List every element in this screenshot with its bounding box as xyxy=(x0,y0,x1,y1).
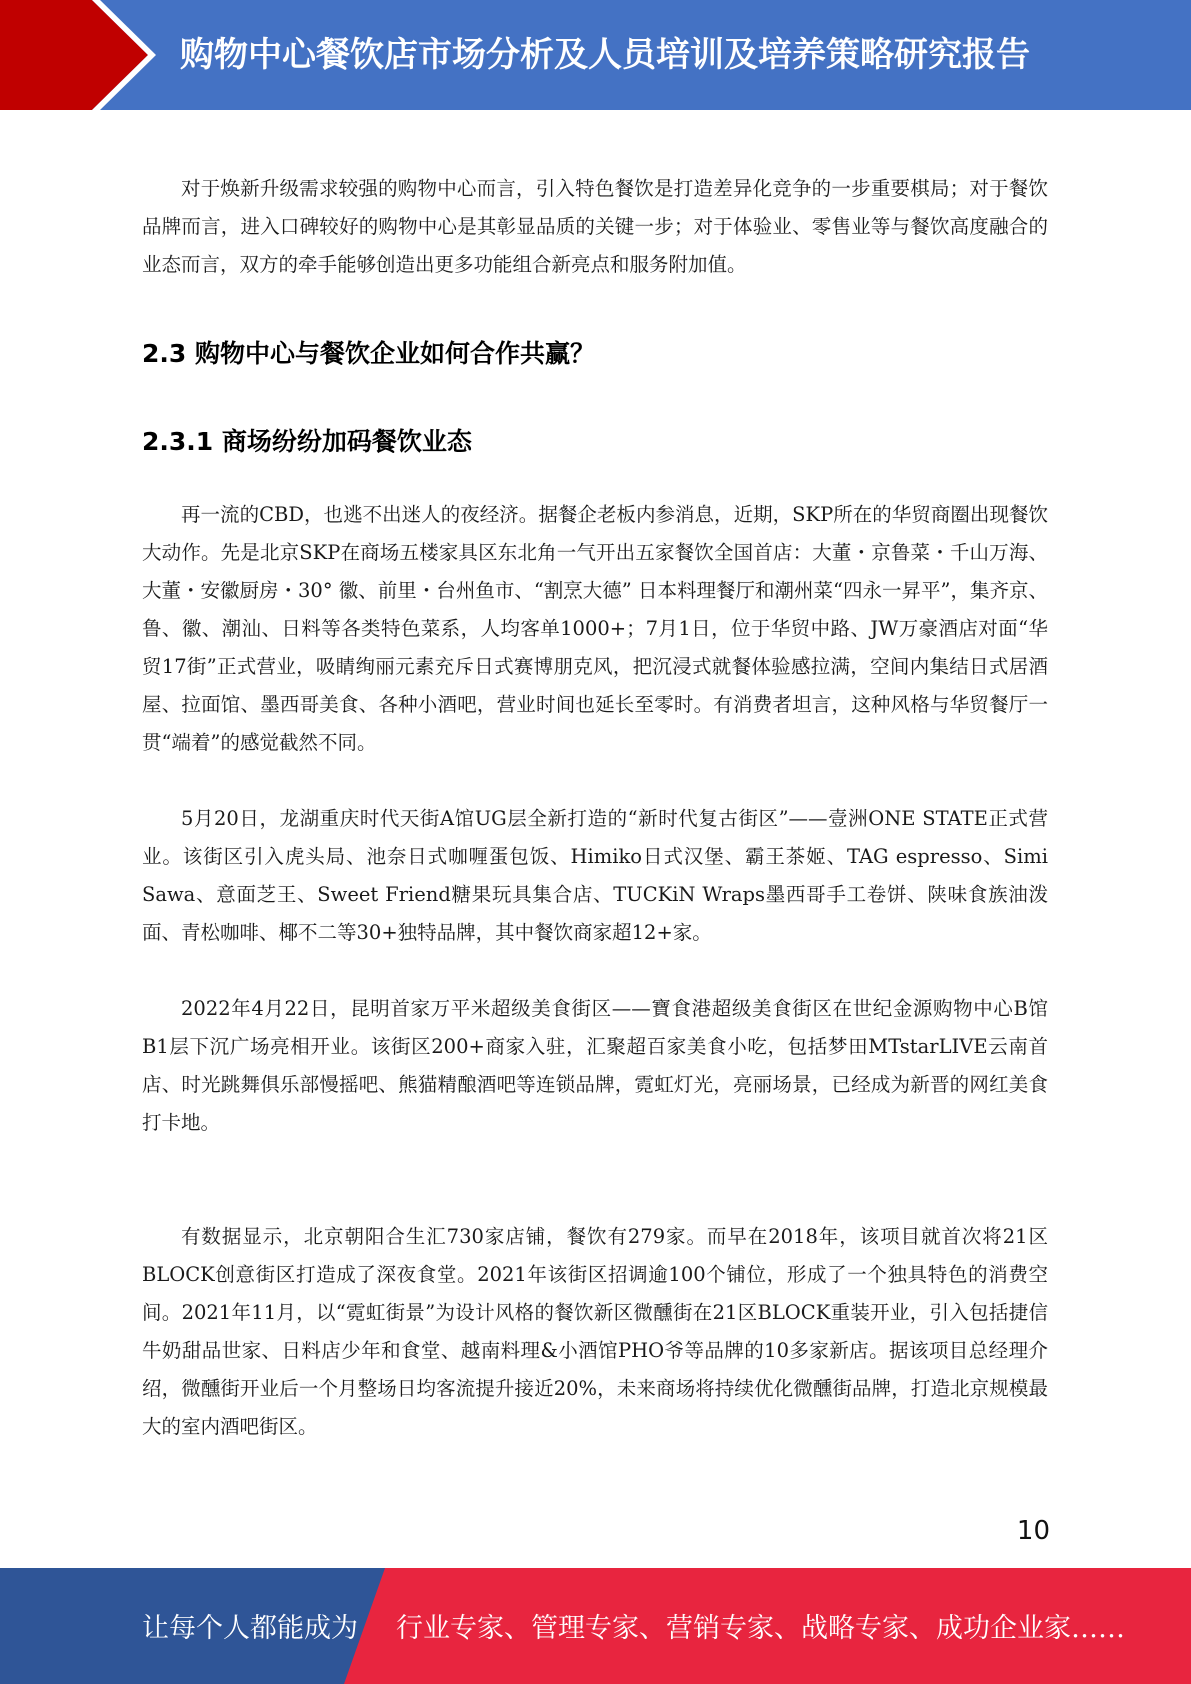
intro-paragraph: 对于焕新升级需求较强的购物中心而言，引入特色餐饮是打造差异化竞争的一步重要棋局；对于餐饮品牌而言，进入口碑较好的购物中心是其彰显品质的关键一步；对于体验业、零售业等与餐饮高度融合的业态而言，双方的牵手能够创造出更多功能组合新亮点和服务附加值。 xyxy=(142,177,1048,276)
body-paragraph-1: 再一流的CBD，也逃不出迷人的夜经济。据餐企老板内参消息，近期，SKP所在的华贸商圈出现餐饮大动作。先是北京SKP在商场五楼家具区东北角一气开出五家餐饮全国首店：大董・京鲁菜・千山万海、大董・安徽厨房・30° 徽、前里・台州鱼市、“割烹大德” 日本料理餐厅和潮州菜“四永一昇平”，集齐京、鲁、徽、潮汕、日料等各类特色菜系，人均客单1000+；7月1日，位于华贸中路、JW万豪酒店对面“华贸17街”正式营业，吸睛绚丽元素充斥日式赛博朋克风，把沉浸式就餐体验感拉满，空间内集结日式居酒屋、拉面馆、墨西哥美食、各种小酒吧，营业时间也延长至零时。有消费者坦言，这种风格与华贸餐厅一贯“端着”的感觉截然不同。 xyxy=(142,503,1048,754)
footer-slogan-right: 行业专家、管理专家、营销专家、战略专家、成功企业家…… xyxy=(396,1613,1125,1644)
page-footer xyxy=(0,1568,1191,1684)
body-paragraph-4: 有数据显示，北京朝阳合生汇730家店铺，餐饮有279家。而早在2018年，该项目就首次将21区BLOCK创意街区打造成了深夜食堂。2021年该街区招调逾100个铺位，形成了一个独具特色的消费空间。2021年11月，以“霓虹街景”为设计风格的餐饮新区微醺街在21区BLOCK重装开业，引入包括捷信牛奶甜品世家、日料店少年和食堂、越南料理&小酒馆PHO爷等品牌的10多家新店。据该项目总经理介绍，微醺街开业后一个月整场日均客流提升接近20%，未来商场将持续优化微醺街品牌，打造北京规模最大的室内酒吧街区。 xyxy=(142,1225,1048,1438)
page-header xyxy=(0,0,1191,110)
page-content xyxy=(142,170,1048,1446)
page-number: 10 xyxy=(1016,1516,1050,1546)
footer-slogan-left: 让每个人都能成为 xyxy=(142,1613,358,1644)
body-paragraph-3: 2022年4月22日，昆明首家万平米超级美食街区——寶食港超级美食街区在世纪金源购物中心B馆B1层下沉广场亮相开业。该街区200+商家入驻，汇聚超百家美食小吃，包括梦田MTstarLIVE云南首店、时光跳舞俱乐部慢摇吧、熊猫精酿酒吧等连锁品牌，霓虹灯光，亮丽场景，已经成为新晋的网红美食打卡地。 xyxy=(142,997,1048,1134)
header-red-chevron xyxy=(0,0,148,110)
section-heading: 2.3 购物中心与餐饮企业如何合作共赢？ xyxy=(142,339,595,368)
subsection-heading: 2.3.1 商场纷纷加码餐饮业态 xyxy=(142,427,472,456)
document-title: 购物中心餐饮店市场分析及人员培训及培养策略研究报告 xyxy=(180,35,1030,75)
body-paragraph-2: 5月20日，龙湖重庆时代天街A馆UG层全新打造的“新时代复古街区”——壹洲ONE STATE正式营业。该街区引入虎头局、池奈日式咖喱蛋包饭、Himiko日式汉堡、霸王茶姬、TAG espresso、Simi Sawa、意面芝王、Sweet Friend糖果玩具集合店、TUCKiN Wraps墨西哥手工卷饼、陕味食族油泼面、青松咖啡、椰不二等30+独特品牌，其中餐饮商家超12+家。 xyxy=(142,807,1048,944)
